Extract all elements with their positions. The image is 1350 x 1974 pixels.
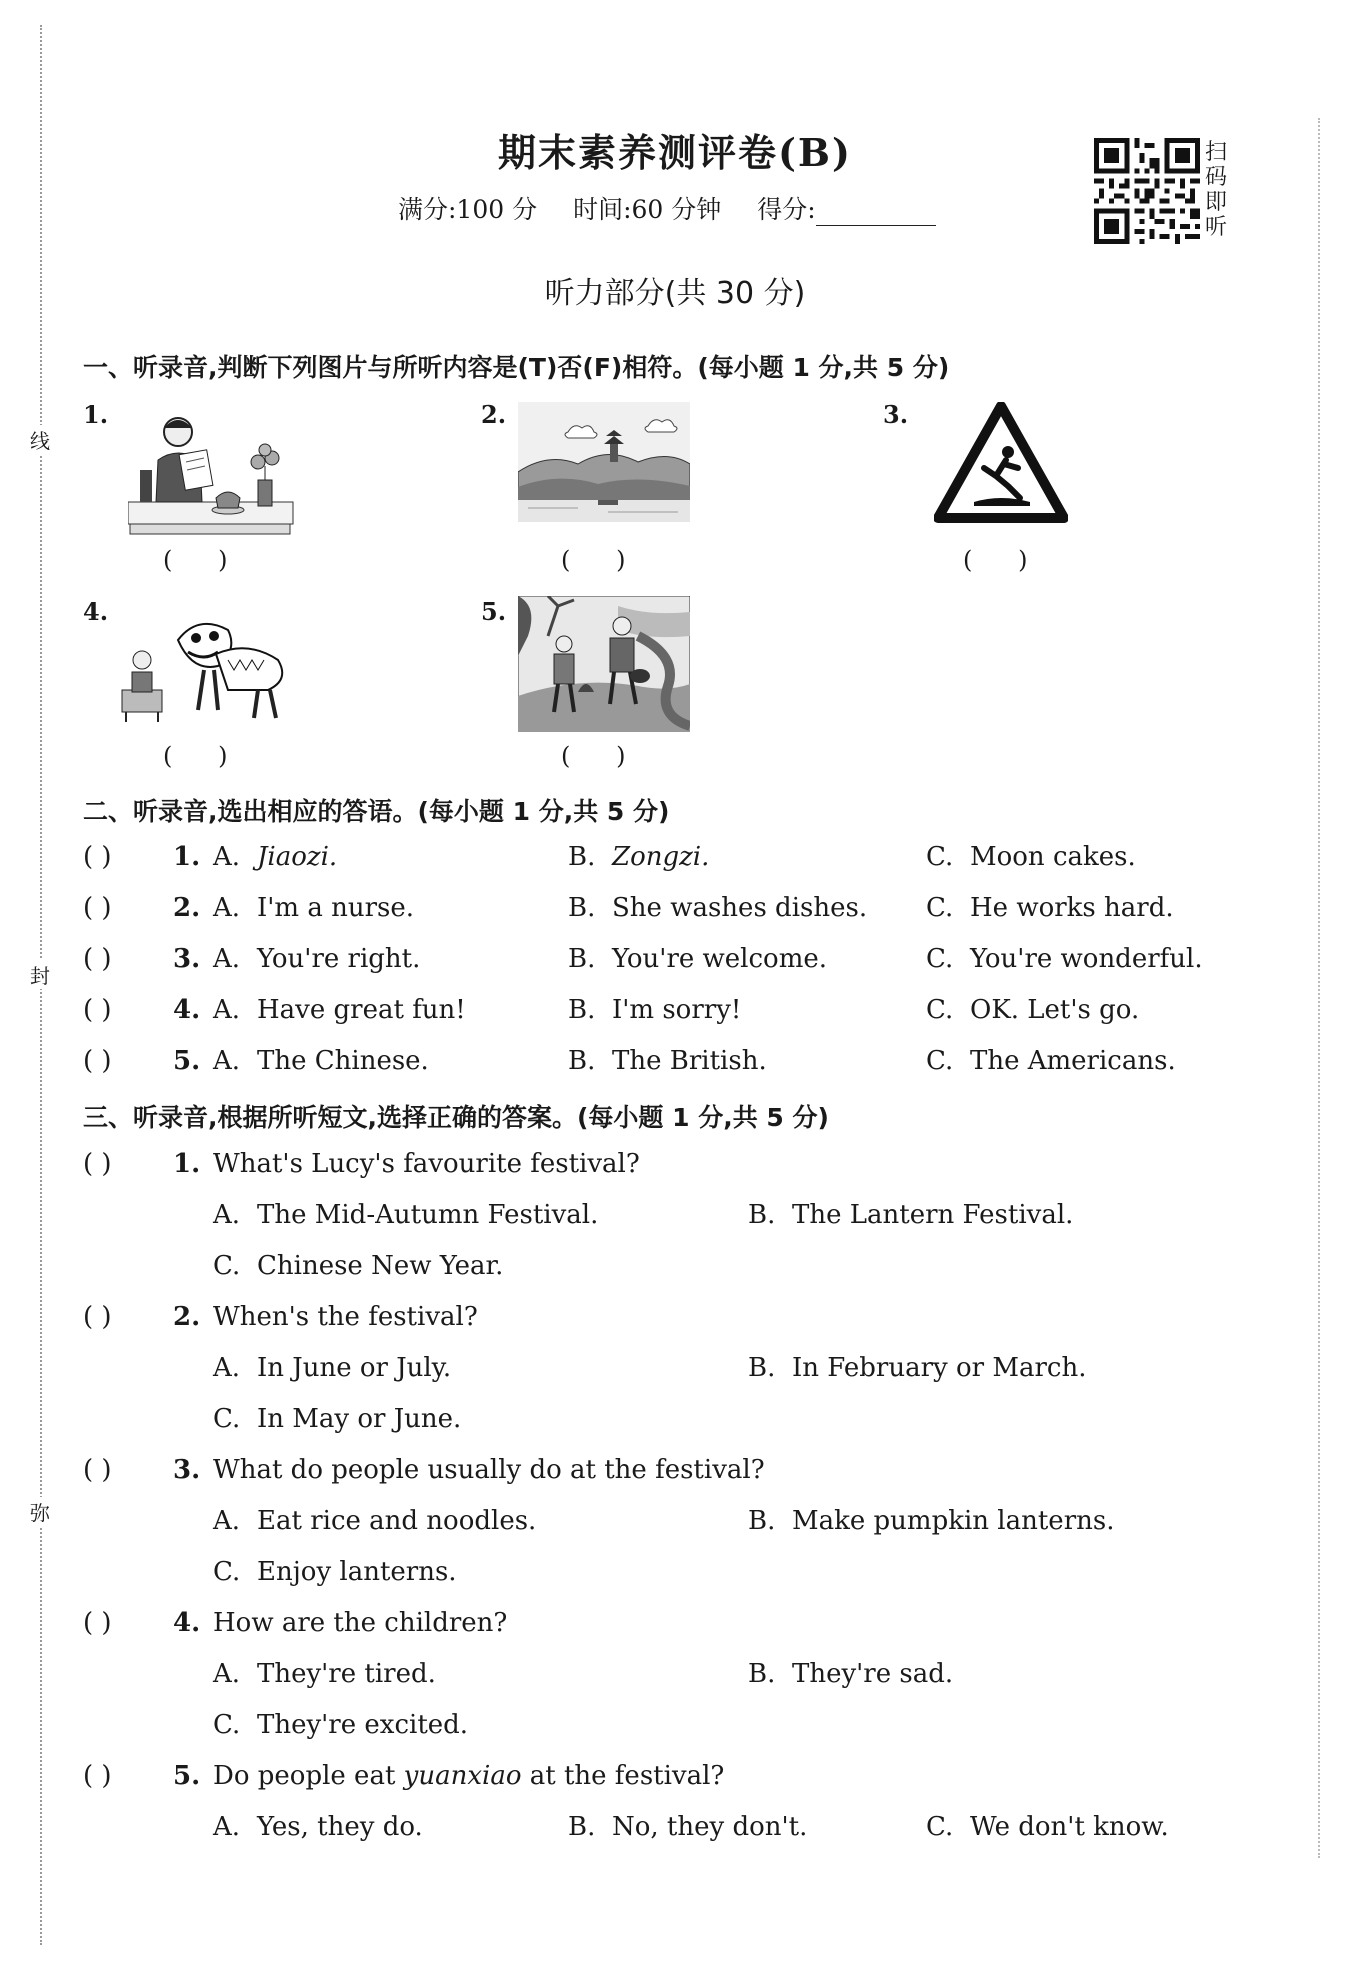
option-a bbox=[213, 1659, 436, 1689]
option-a bbox=[213, 842, 337, 872]
option-b bbox=[748, 1353, 1086, 1383]
option-letter: C. bbox=[213, 1251, 241, 1281]
option-a bbox=[213, 893, 414, 923]
margin-char-mi: 弥 bbox=[22, 1497, 58, 1526]
option-letter: A. bbox=[213, 1046, 241, 1076]
section1-title: 一、听录音,判断下列图片与所听内容是(T)否(F)相符。(每小题 1 分,共 5 分) bbox=[83, 353, 950, 382]
answer-blank[interactable]: ( ) bbox=[561, 546, 626, 574]
option-text: They're tired. bbox=[257, 1659, 436, 1689]
option-letter: C. bbox=[926, 1812, 954, 1842]
option-text: I'm sorry! bbox=[612, 995, 742, 1025]
option-row bbox=[83, 1812, 1303, 1852]
question-number: 4. bbox=[173, 1608, 201, 1638]
option-letter: C. bbox=[213, 1557, 241, 1587]
section2-question bbox=[83, 944, 1303, 984]
option-text: In June or July. bbox=[257, 1353, 452, 1383]
question-text-part: Do people eat bbox=[213, 1761, 404, 1791]
option-letter: C. bbox=[926, 944, 954, 974]
qr-char: 码 bbox=[1205, 165, 1228, 190]
question-number: 5. bbox=[173, 1046, 201, 1076]
section2-question bbox=[83, 995, 1303, 1035]
option-letter: A. bbox=[213, 1200, 241, 1230]
option-text: You're wonderful. bbox=[970, 944, 1203, 974]
option-letter: A. bbox=[213, 1812, 241, 1842]
pic-number: 1. bbox=[83, 400, 109, 429]
option-letter: B. bbox=[568, 1046, 596, 1076]
section2-question bbox=[83, 842, 1303, 882]
question-text: What's Lucy's favourite festival? bbox=[213, 1149, 640, 1179]
section3-question bbox=[83, 1761, 1303, 1801]
option-letter: C. bbox=[213, 1710, 241, 1740]
option-letter: B. bbox=[568, 995, 596, 1025]
score-label: 得分: bbox=[757, 195, 816, 224]
option-text: Eat rice and noodles. bbox=[257, 1506, 537, 1536]
exam-info bbox=[398, 190, 972, 226]
option-text: The Chinese. bbox=[257, 1046, 429, 1076]
answer-blank[interactable]: ( ) bbox=[561, 742, 626, 770]
option-text: She washes dishes. bbox=[612, 893, 868, 923]
option-a bbox=[213, 1353, 451, 1383]
answer-blank[interactable]: ( ) bbox=[83, 842, 112, 872]
option-letter: A. bbox=[213, 893, 241, 923]
option-letter: B. bbox=[568, 893, 596, 923]
margin-char-xian: 线 bbox=[22, 425, 58, 454]
answer-blank[interactable]: ( ) bbox=[163, 546, 228, 574]
option-b bbox=[568, 944, 827, 974]
option-text: In May or June. bbox=[257, 1404, 462, 1434]
option-letter: A. bbox=[213, 1659, 241, 1689]
option-letter: A. bbox=[213, 1506, 241, 1536]
qr-code-icon[interactable] bbox=[1093, 138, 1201, 244]
option-a bbox=[213, 1812, 423, 1842]
option-text: They're sad. bbox=[792, 1659, 954, 1689]
pic-number: 4. bbox=[83, 597, 109, 626]
margin-char-feng: 封 bbox=[22, 960, 58, 989]
option-text: You're right. bbox=[257, 944, 421, 974]
right-dotted-line bbox=[1318, 118, 1320, 1858]
option-b bbox=[568, 842, 709, 872]
lion-dance-illustration bbox=[118, 610, 294, 726]
question-number: 2. bbox=[173, 1302, 201, 1332]
question-text: When's the festival? bbox=[213, 1302, 478, 1332]
option-c bbox=[213, 1251, 503, 1281]
option-letter: B. bbox=[568, 1812, 596, 1842]
option-text: Chinese New Year. bbox=[257, 1251, 504, 1281]
option-a bbox=[213, 1200, 598, 1230]
question-text-part: at the festival? bbox=[521, 1761, 725, 1791]
option-text: They're excited. bbox=[257, 1710, 469, 1740]
option-text: Have great fun! bbox=[257, 995, 466, 1025]
option-text: The Americans. bbox=[970, 1046, 1176, 1076]
option-text: We don't know. bbox=[970, 1812, 1169, 1842]
option-letter: B. bbox=[568, 842, 596, 872]
option-row bbox=[83, 1404, 1303, 1444]
answer-blank[interactable]: ( ) bbox=[83, 1302, 112, 1332]
answer-blank[interactable]: ( ) bbox=[83, 995, 112, 1025]
option-text: Yes, they do. bbox=[257, 1812, 423, 1842]
answer-blank[interactable]: ( ) bbox=[83, 1149, 112, 1179]
option-letter: A. bbox=[213, 995, 241, 1025]
time-limit: 时间:60 分钟 bbox=[573, 195, 722, 224]
option-c bbox=[926, 893, 1174, 923]
option-c bbox=[926, 1046, 1176, 1076]
option-text: In February or March. bbox=[792, 1353, 1087, 1383]
score-blank[interactable] bbox=[816, 199, 936, 226]
landscape-pagoda-illustration bbox=[518, 402, 690, 522]
option-text: The British. bbox=[612, 1046, 767, 1076]
option-text: He works hard. bbox=[970, 893, 1174, 923]
option-a bbox=[213, 995, 466, 1025]
option-letter: B. bbox=[748, 1353, 776, 1383]
option-row bbox=[83, 1353, 1303, 1393]
question-number: 1. bbox=[173, 1149, 201, 1179]
answer-blank[interactable]: ( ) bbox=[83, 1455, 112, 1485]
question-text bbox=[213, 1761, 724, 1791]
answer-blank[interactable]: ( ) bbox=[83, 893, 112, 923]
question-number: 5. bbox=[173, 1761, 201, 1791]
option-letter: A. bbox=[213, 944, 241, 974]
option-letter: B. bbox=[748, 1659, 776, 1689]
answer-blank[interactable]: ( ) bbox=[83, 1046, 112, 1076]
option-c bbox=[926, 842, 1136, 872]
question-number: 1. bbox=[173, 842, 201, 872]
qr-caption bbox=[1205, 140, 1233, 240]
answer-blank[interactable]: ( ) bbox=[963, 546, 1028, 574]
question-number: 3. bbox=[173, 944, 201, 974]
option-text: Zongzi. bbox=[612, 842, 710, 872]
option-row bbox=[83, 1251, 1303, 1291]
option-text: Moon cakes. bbox=[970, 842, 1136, 872]
page-title: 期末素养测评卷(B) bbox=[497, 130, 853, 175]
section3-question bbox=[83, 1455, 1303, 1495]
answer-blank[interactable]: ( ) bbox=[163, 742, 228, 770]
option-letter: A. bbox=[213, 1353, 241, 1383]
option-letter: C. bbox=[213, 1404, 241, 1434]
section3-question bbox=[83, 1302, 1303, 1342]
question-number: 2. bbox=[173, 893, 201, 923]
question-text-italic: yuanxiao bbox=[403, 1761, 522, 1791]
qr-char: 听 bbox=[1205, 215, 1228, 240]
question-number: 3. bbox=[173, 1455, 201, 1485]
option-b bbox=[568, 1046, 767, 1076]
qr-char: 扫 bbox=[1205, 140, 1228, 165]
option-b bbox=[748, 1659, 953, 1689]
option-row bbox=[83, 1200, 1303, 1240]
option-b bbox=[568, 995, 741, 1025]
option-letter: B. bbox=[568, 944, 596, 974]
option-b bbox=[748, 1200, 1073, 1230]
option-text: The Mid-Autumn Festival. bbox=[257, 1200, 599, 1230]
planting-trees-illustration bbox=[518, 596, 690, 732]
option-c bbox=[213, 1710, 468, 1740]
section3-question bbox=[83, 1608, 1303, 1648]
option-text: Jiaozi. bbox=[257, 842, 338, 872]
option-row bbox=[83, 1557, 1303, 1597]
answer-blank[interactable]: ( ) bbox=[83, 1608, 112, 1638]
pic-number: 5. bbox=[481, 597, 507, 626]
option-text: Make pumpkin lanterns. bbox=[792, 1506, 1115, 1536]
option-c bbox=[926, 944, 1203, 974]
option-a bbox=[213, 1046, 429, 1076]
option-text: Enjoy lanterns. bbox=[257, 1557, 457, 1587]
answer-blank[interactable]: ( ) bbox=[83, 1761, 112, 1791]
question-text: How are the children? bbox=[213, 1608, 508, 1638]
option-text: No, they don't. bbox=[612, 1812, 808, 1842]
section2-question bbox=[83, 1046, 1303, 1086]
option-row bbox=[83, 1659, 1303, 1699]
section2-question bbox=[83, 893, 1303, 933]
section2-title: 二、听录音,选出相应的答语。(每小题 1 分,共 5 分) bbox=[83, 797, 670, 826]
section3-title: 三、听录音,根据所听短文,选择正确的答案。(每小题 1 分,共 5 分) bbox=[83, 1103, 829, 1132]
pic-number: 3. bbox=[883, 400, 909, 429]
option-row bbox=[83, 1710, 1303, 1750]
option-a bbox=[213, 1506, 536, 1536]
option-letter: C. bbox=[926, 893, 954, 923]
option-c bbox=[213, 1557, 457, 1587]
option-b bbox=[748, 1506, 1114, 1536]
option-letter: B. bbox=[748, 1200, 776, 1230]
option-c bbox=[213, 1404, 461, 1434]
option-text: OK. Let's go. bbox=[970, 995, 1140, 1025]
question-text: What do people usually do at the festival? bbox=[213, 1455, 765, 1485]
man-reading-illustration bbox=[128, 410, 296, 540]
option-letter: C. bbox=[926, 995, 954, 1025]
option-row bbox=[83, 1506, 1303, 1546]
option-c bbox=[926, 995, 1139, 1025]
option-b bbox=[568, 1812, 807, 1842]
option-a bbox=[213, 944, 420, 974]
part-title: 听力部分(共 30 分) bbox=[544, 276, 806, 311]
option-letter: C. bbox=[926, 1046, 954, 1076]
option-b bbox=[568, 893, 867, 923]
option-text: I'm a nurse. bbox=[257, 893, 415, 923]
option-text: You're welcome. bbox=[612, 944, 828, 974]
slippery-warning-sign-icon bbox=[934, 402, 1068, 524]
option-c bbox=[926, 1812, 1169, 1842]
option-text: The Lantern Festival. bbox=[792, 1200, 1074, 1230]
full-score: 满分:100 分 bbox=[398, 195, 538, 224]
answer-blank[interactable]: ( ) bbox=[83, 944, 112, 974]
pic-number: 2. bbox=[481, 400, 507, 429]
option-letter: C. bbox=[926, 842, 954, 872]
option-letter: A. bbox=[213, 842, 241, 872]
question-number: 4. bbox=[173, 995, 201, 1025]
section3-question bbox=[83, 1149, 1303, 1189]
option-letter: B. bbox=[748, 1506, 776, 1536]
qr-char: 即 bbox=[1205, 190, 1228, 215]
